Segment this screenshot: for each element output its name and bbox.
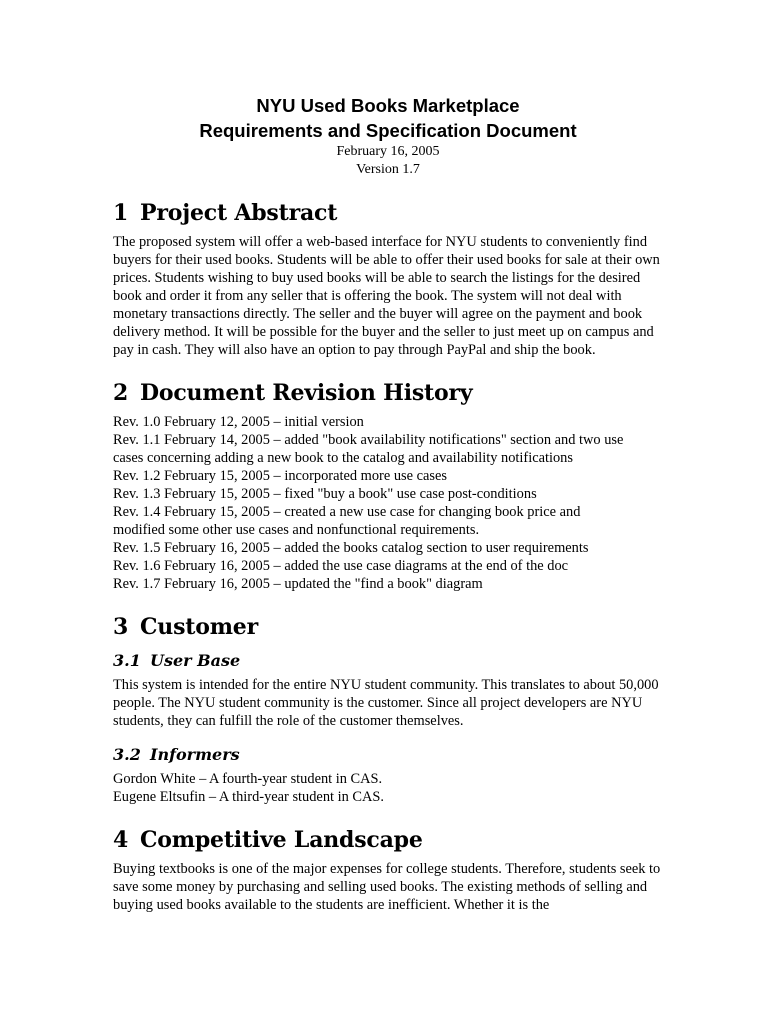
informers-list — [113, 770, 663, 806]
section-title: Document Revision History — [140, 380, 473, 406]
revision-line: Rev. 1.0 February 12, 2005 – initial version — [113, 414, 364, 430]
revision-line: Rev. 1.3 February 15, 2005 – fixed "buy a book" use case post-conditions — [113, 486, 537, 502]
document-title-line-1: NYU Used Books Marketplace — [256, 95, 520, 116]
subsection-number: 3.2 — [113, 745, 141, 764]
section-title: Project Abstract — [140, 200, 338, 226]
document-date: February 16, 2005 — [336, 144, 440, 159]
revision-line: modified some other use cases and nonfunctional requirements. — [113, 522, 480, 538]
document-version: Version 1.7 — [356, 162, 420, 177]
document-title-line-2: Requirements and Specification Document — [199, 120, 577, 141]
competitive-landscape-text: Buying textbooks is one of the major expenses for college students. Therefore, students seek to save some money by purchasing and selling used books. The existing methods of selling and buying used books available to the students are inefficient. Whether it is the — [113, 861, 661, 913]
subsection-heading-user-base — [113, 650, 663, 672]
project-abstract-text: The proposed system will offer a web-based interface for NYU students to conveniently find buyers for their used books. Students will be able to offer their used books for sale at their own prices. Students wishing to buy used books will be able to search the listings for the desired book and order it from any seller that is offering the book. The system will not deal with monetary transactions directly. The seller and the buyer will agree on the payment and book delivery method. It will be possible for the buyer and the seller to just meet up on campus and pay in cash. They will also have an option to pay through PayPal and ship the book. — [113, 234, 660, 358]
revision-line: Rev. 1.4 February 15, 2005 – created a new use case for changing book price and — [113, 504, 581, 520]
revision-line: Rev. 1.5 February 16, 2005 – added the books catalog section to user requirements — [113, 540, 589, 556]
document-header — [113, 93, 663, 179]
user-base-text: This system is intended for the entire NYU student community. This translates to about 50,000 people. The NYU student community is the customer. Since all project developers are NYU students, they can fulfill the role of the customer themselves. — [113, 677, 659, 729]
revision-line: Rev. 1.2 February 15, 2005 – incorporated more use cases — [113, 468, 447, 484]
subsection-title: Informers — [150, 745, 240, 764]
section-number: 1 — [113, 200, 129, 226]
subsection-title: User Base — [150, 651, 241, 670]
revision-line: cases concerning adding a new book to the catalog and availability notifications — [113, 450, 573, 466]
section-title: Competitive Landscape — [140, 827, 423, 853]
revision-line: Rev. 1.6 February 16, 2005 – added the use case diagrams at the end of the doc — [113, 558, 569, 574]
section-number: 3 — [113, 614, 129, 640]
section-heading-competitive-landscape — [113, 825, 663, 855]
subsection-heading-informers — [113, 744, 663, 766]
revision-history-list — [113, 413, 663, 593]
section-heading-customer — [113, 612, 663, 642]
section-number: 4 — [113, 827, 129, 853]
document-page — [113, 93, 663, 914]
revision-line: Rev. 1.1 February 14, 2005 – added "book availability notifications" section and two use — [113, 432, 624, 448]
revision-line: Rev. 1.7 February 16, 2005 – updated the "find a book" diagram — [113, 576, 483, 592]
section-number: 2 — [113, 380, 129, 406]
section-heading-revision-history — [113, 378, 663, 408]
informer-line: Gordon White – A fourth-year student in CAS. — [113, 771, 383, 787]
section-heading-project-abstract — [113, 198, 663, 228]
subsection-number: 3.1 — [113, 651, 141, 670]
section-title: Customer — [140, 614, 258, 640]
informer-line: Eugene Eltsufin – A third-year student in CAS. — [113, 789, 384, 805]
